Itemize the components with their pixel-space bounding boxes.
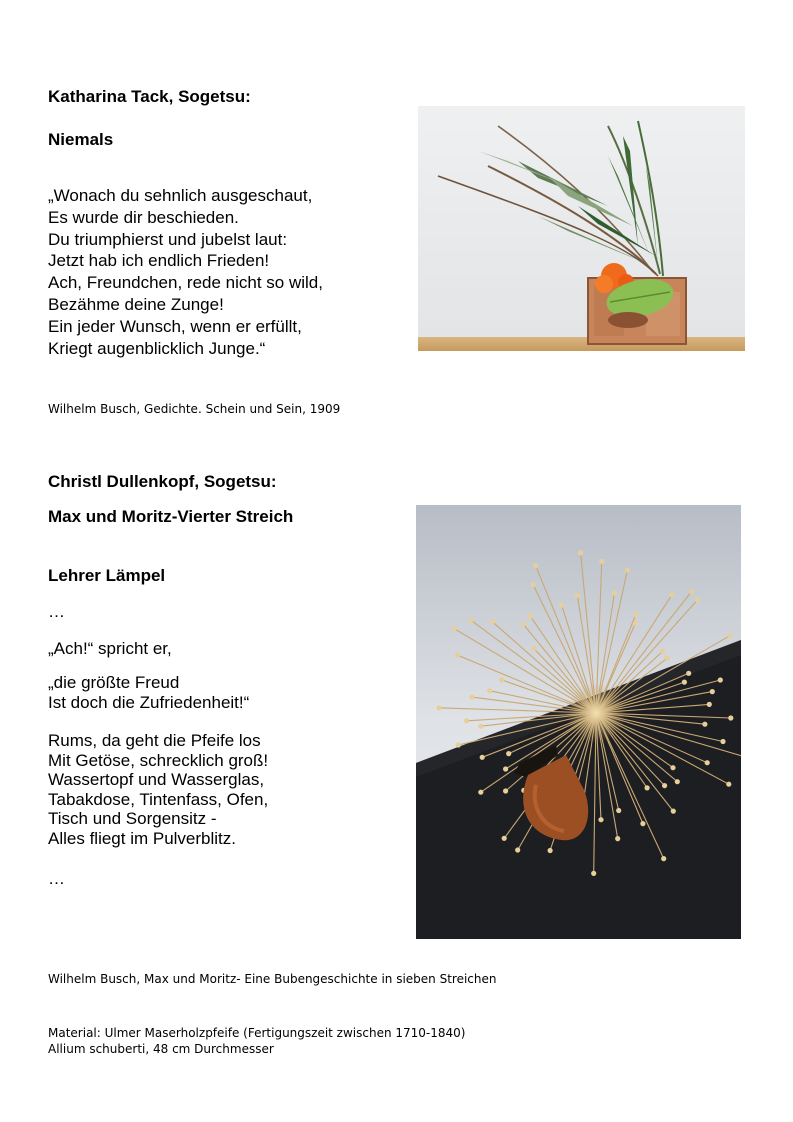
poem-line: Bezähme deine Zunge!	[48, 294, 224, 314]
poem-line: Ach, Freundchen, rede nicht so wild,	[48, 273, 323, 293]
verse-line: Tabakdose, Tintenfass, Ofen,	[48, 789, 269, 809]
ellipsis-top: …	[48, 602, 65, 621]
poem-line: Kriegt augenblicklich Junge.“	[48, 338, 266, 358]
material-line: Allium schuberti, 48 cm Durchmesser	[48, 1042, 274, 1056]
allium-pipe-illustration	[416, 505, 741, 939]
verse-line: Tisch und Sorgensitz -	[48, 809, 217, 828]
poem-subtitle-2: Lehrer Lämpel	[48, 566, 166, 585]
poem-line: Ein jeder Wunsch, wenn er erfüllt,	[48, 316, 302, 336]
poem-line: Es wurde dir beschieden.	[48, 207, 239, 227]
source-citation-1: Wilhelm Busch, Gedichte. Schein und Sein, 1909	[48, 402, 341, 416]
material-note	[48, 1025, 465, 1057]
poem-line: Jetzt hab ich endlich Frieden!	[48, 251, 270, 271]
poem-title-2: Max und Moritz-Vierter Streich	[48, 507, 294, 526]
artist-heading-2: Christl Dullenkopf, Sogetsu:	[48, 472, 277, 491]
verse-line: Rums, da geht die Pfeife los	[48, 731, 261, 750]
ikebana-photo-1	[418, 106, 745, 351]
quote-intro: „Ach!“ spricht er,	[48, 639, 172, 658]
ikebana-illustration-1	[418, 106, 745, 351]
poem-line: „Wonach du sehnlich ausgeschaut,	[48, 186, 313, 205]
artist-heading-1: Katharina Tack, Sogetsu:	[48, 87, 251, 106]
allium-pipe-photo	[416, 505, 741, 939]
poem-title-1: Niemals	[48, 130, 114, 149]
verse-line: Mit Getöse, schrecklich groß!	[48, 750, 269, 770]
ellipsis-bottom: …	[48, 869, 65, 888]
quote-line: „die größte Freud	[48, 673, 180, 692]
verse	[48, 731, 268, 848]
poem-1	[48, 185, 323, 359]
material-line: Material: Ulmer Maserholzpfeife (Fertigungszeit zwischen 1710-1840)	[48, 1026, 466, 1040]
poem-line: Du triumphierst und jubelst laut:	[48, 229, 288, 249]
quote	[48, 673, 249, 712]
verse-line: Wassertopf und Wasserglas,	[48, 770, 265, 789]
verse-line: Alles fliegt im Pulverblitz.	[48, 828, 237, 848]
source-citation-2: Wilhelm Busch, Max und Moritz- Eine Bubengeschichte in sieben Streichen	[48, 972, 497, 986]
quote-line: Ist doch die Zufriedenheit!“	[48, 692, 250, 712]
